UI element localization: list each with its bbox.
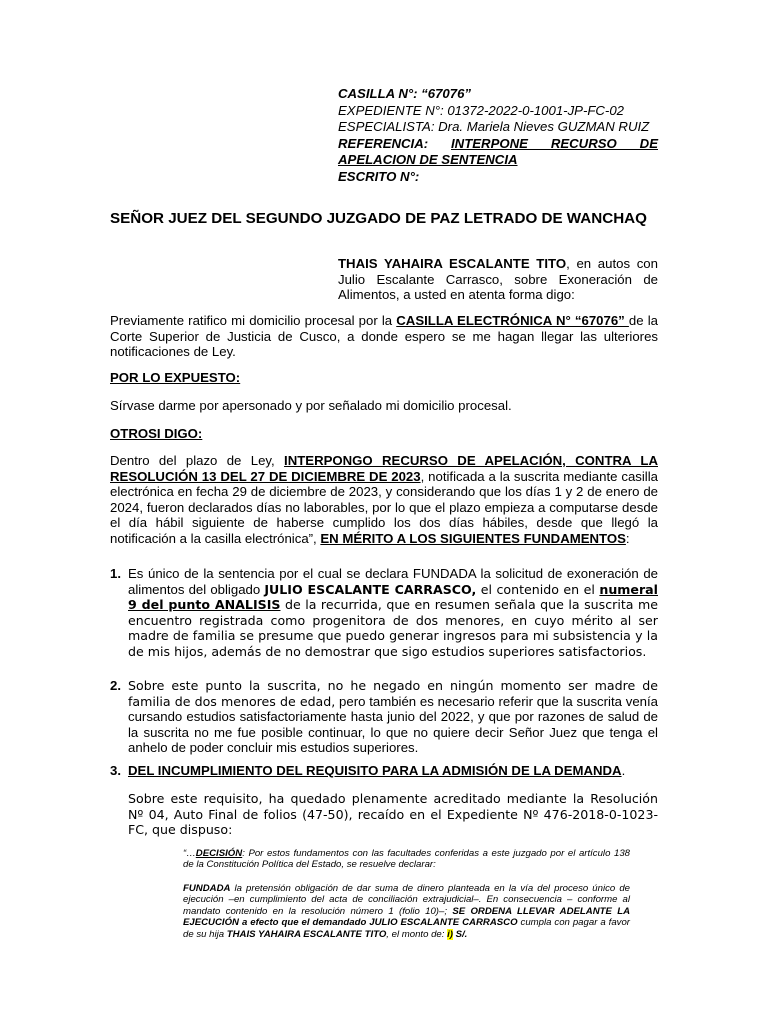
domicile-paragraph: [110, 313, 658, 360]
otrosi-heading: OTROSI DIGO:: [110, 426, 203, 441]
especialista-line: ESPECIALISTA: Dra. Mariela Nieves GUZMAN RUIZ: [338, 119, 650, 134]
obligado-name: JULIO ESCALANTE CARRASCO,: [264, 581, 477, 597]
por-lo-expuesto-text: Sírvase darme por apersonado y por señalado mi domicilio procesal.: [110, 398, 512, 413]
otrosi-text-2: , notificada a la suscrita mediante casilla electrónica en fecha 29 de diciembre de 2023, y considerando que los días 1 y 2 de enero de 2024, fueron declarados días no laborables, por lo que el plazo empieza a computarse desde el día hábil siguiente de haberse cumplido los dos días hábiles, desde que llegó la notificación a la casilla electrónica”,: [110, 468, 658, 546]
quote-text-1: : Por estos fundamentos con las facultades conferidas a este juzgado por el artículo 138 de la Constitución Política del Estado, se resuelve declarar:: [183, 848, 630, 871]
quote-open: “…: [183, 848, 196, 859]
item-2-text-b: pero también es necesario referir que la suscrita venía cursando estudios satisfactoriamente hasta junio del 2022, y que por razones de salud de la suscrita no me fue posible continuar, lo que no quiere decir Señor Juez que tenga el anhelo de poder concluir mis estudios superiores.: [128, 693, 658, 755]
fundamentos-statement: EN MÉRITO A LOS SIGUIENTES FUNDAMENTOS: [320, 530, 626, 546]
petitioner-name: THAIS YAHAIRA ESCALANTE TITO: [338, 256, 567, 271]
addressee-heading: SEÑOR JUEZ DEL SEGUNDO JUZGADO DE PAZ LETRADO DE WANCHAQ: [110, 210, 647, 227]
appeal-statement: INTERPONGO RECURSO DE APELACIÓN, CONTRA LA RESOLUCIÓN 13 DEL 27 DE DICIEMBRE DE 2023: [110, 453, 658, 484]
item-text: [128, 678, 658, 756]
case-header: [338, 86, 658, 185]
numeral-reference: numeral 9 del punto ANALISIS: [128, 581, 658, 612]
por-lo-expuesto-heading: POR LO EXPUESTO:: [110, 370, 241, 385]
item-1-text-e: de la recurrida, que en resumen señala que la suscrita me encuentro registrada como progenitora de dos menores, en cuyo mérito al ser madre de familia se presume que puedo generar ingresos para mi subsistencia y la de mis hijos, además de no demostrar que sigo estudios superiores satisfactorios.: [128, 597, 658, 659]
ordena-statement: SE ORDENA LLEVAR ADELANTE LA EJECUCIÓN a efecto que el demandado JULIO ESCALANTE CARRASCO: [183, 905, 630, 929]
hija-name: THAIS YAHAIRA ESCALANTE TITO: [226, 928, 387, 940]
otrosi-text-1: Dentro del plazo de Ley,: [110, 453, 285, 468]
item-2-text-a: Sobre este punto la suscrita, no he negado en ningún momento ser madre de familia de dos menores de edad,: [128, 678, 658, 709]
otrosi-paragraph: [110, 453, 658, 546]
domicile-text-1: Previamente ratifico mi domicilio procesal por la: [110, 313, 397, 328]
highlighted-item-i: i): [447, 928, 453, 940]
item-number: 3.: [110, 763, 121, 778]
domicile-text-2: de la Corte Superior de Justicia de Cusco, a donde espero se me hagan llegar las ulteriores notificaciones de Ley.: [110, 313, 658, 359]
quote-text-3: cumpla con pagar a favor de su hija: [183, 917, 630, 940]
currency-label: S/.: [452, 928, 468, 940]
incumplimiento-heading: DEL INCUMPLIMIENTO DEL REQUISITO PARA LA ADMISIÓN DE LA DEMANDA: [128, 763, 622, 778]
casilla-line: CASILLA N°: “67076”: [338, 86, 472, 101]
referencia-line: [338, 136, 658, 169]
quote-text-4: , el monto de:: [386, 928, 448, 940]
quoted-decision-2: [183, 883, 630, 940]
intro-paragraph: [338, 256, 658, 303]
escrito-line: ESCRITO N°:: [338, 168, 420, 184]
item-1-text-a: Es único de la sentencia por el cual se declara FUNDADA la solicitud de exoneración de alimentos del obligado: [128, 566, 658, 597]
item-3-dot: .: [621, 763, 626, 778]
referencia-label: REFERENCIA:: [338, 135, 429, 151]
quoted-decision-1: [183, 848, 630, 871]
item-1-text-c: el contenido en el: [476, 581, 600, 597]
item-heading: [128, 763, 658, 779]
referencia-value: INTERPONE RECURSO DE APELACION DE SENTENCIA: [338, 135, 658, 167]
expediente-line: EXPEDIENTE N°: 01372-2022-0-1001-JP-FC-02: [338, 102, 624, 118]
item-number: 2.: [110, 678, 121, 693]
item-3-text: Sobre este requisito, ha quedado plenamente acreditado mediante la Resolución Nº 04, Auto Final de folios (47-50), recaído en el Expediente Nº 476-2018-0-1023-FC, que dispuso:: [128, 791, 658, 837]
quote-text-2: la pretensión obligación de dar suma de dinero planteada en la vía del proceso único de ejecución –en cumplimiento del acta de conciliación extrajudicial–. En consecuencia – conforme al mandato contenido en la resolución número 1 (folio 10)–;: [183, 883, 630, 917]
item-text: [128, 566, 658, 659]
casilla-electronica: CASILLA ELECTRÓNICA N° “67076”: [396, 313, 629, 328]
intro-text: , en autos con Julio Escalante Carrasco, sobre Exoneración de Alimentos, a usted en atenta forma digo:: [338, 256, 658, 302]
fundada-label: FUNDADA: [183, 883, 231, 894]
otrosi-text-3: :: [625, 530, 630, 546]
decision-label: DECISIÓN: [195, 848, 243, 859]
item-number: 1.: [110, 566, 121, 581]
